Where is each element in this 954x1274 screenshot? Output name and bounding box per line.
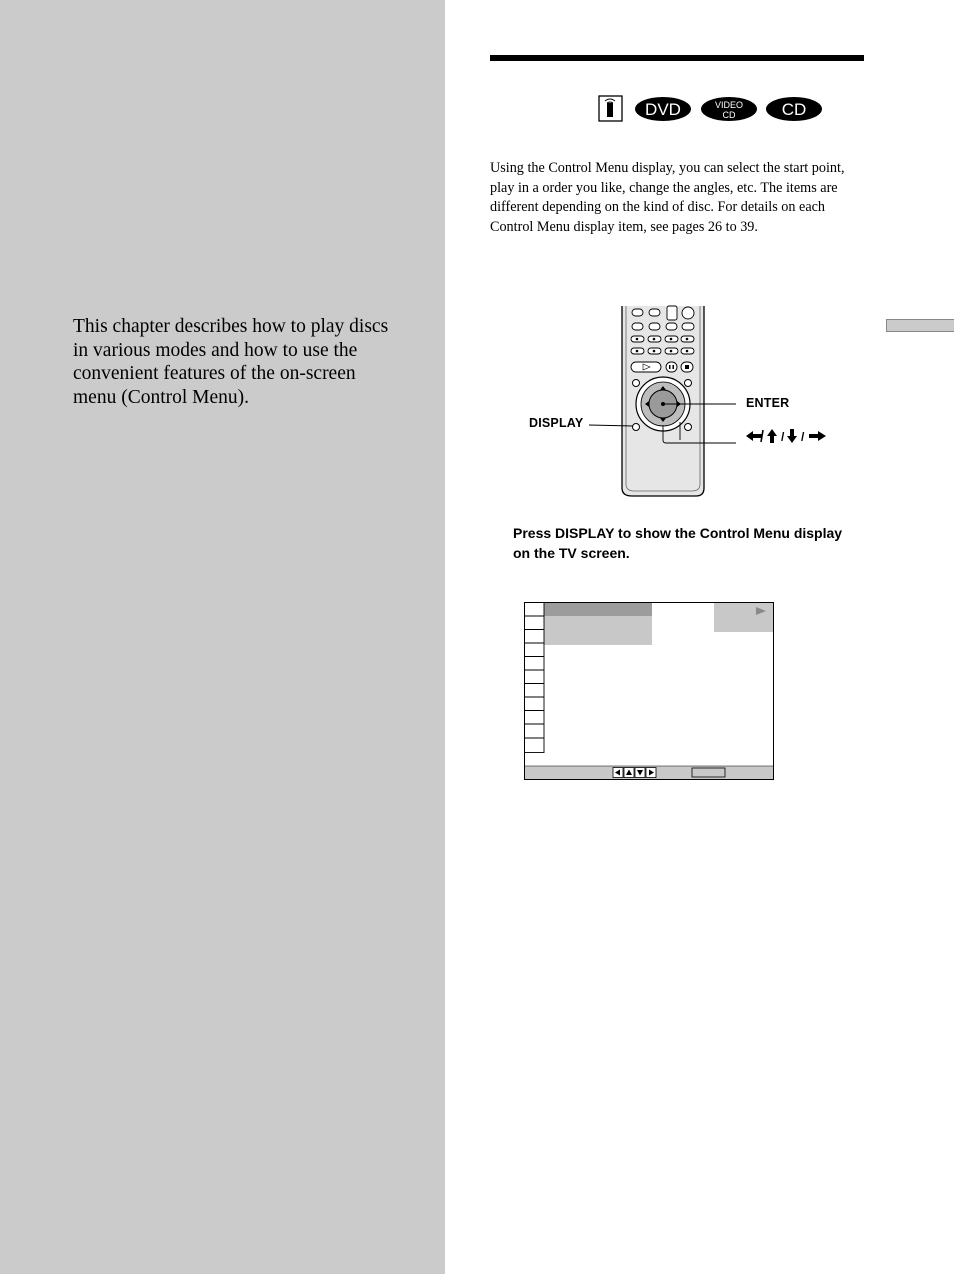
control-menu-screen [523,601,775,782]
cd-icon [766,97,822,121]
svg-text:VIDEO: VIDEO [714,100,744,110]
enter-button-label: ENTER [746,396,790,410]
remote-control-illustration [520,300,840,500]
return-arrow-icon [746,430,763,442]
svg-text:CD: CD [722,110,736,120]
svg-text:DVD: DVD [645,100,681,119]
remote-icon [599,96,622,121]
arrow-buttons-label [746,428,828,444]
title-rule [490,55,864,61]
control-menu-description: Using the Control Menu display, you can select the start point, play in a order you like, change the angles, etc. The items are different depending on the kind of disc. For details on each Control Menu display item, see pages 26 to 39. [490,160,845,235]
enter-box [692,768,725,777]
chapter-intro-text: This chapter describes how to play discs in various modes and how to use the convenient features of the on-screen menu (Control Menu). [73,316,389,408]
dvd-icon [635,97,691,121]
display-button-label: DISPLAY [529,416,584,430]
step-instruction: Press DISPLAY to show the Control Menu display on the TV screen. [513,525,843,561]
down-arrow-icon [787,429,797,443]
disc-type-icons [598,94,824,124]
video-cd-icon [701,97,757,121]
menu-selected-item [544,603,652,616]
menu-item-options [544,616,652,645]
left-sidebar-panel [0,0,445,1274]
right-arrow-icon [809,431,826,441]
svg-text:/: / [781,430,785,444]
play-status-box [714,603,773,632]
up-arrow-icon [767,429,777,443]
svg-text:CD: CD [781,100,807,119]
svg-text:/: / [801,430,805,444]
chapter-tab-marker [886,319,954,332]
